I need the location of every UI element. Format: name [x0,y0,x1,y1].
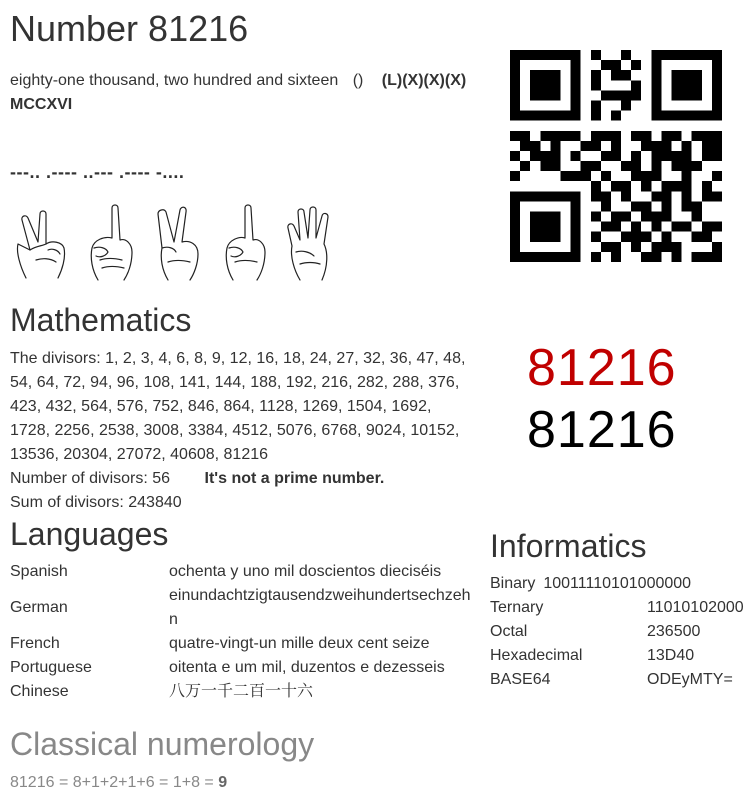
language-row [10,632,475,656]
roman-overline: (L)(X)(X)(X) [381,72,467,89]
languages-table [10,560,475,704]
language-row [10,560,475,584]
divisors-line: 1728, 2256, 2538, 3008, 3384, 4512, 5076, 6768, 9024, 10152, [10,422,460,439]
informatics-key: Hexadecimal [490,647,583,664]
qr-code-icon [510,50,722,262]
language-text: 八万一千二百一十六 [169,683,314,700]
sum-of-divisors: Sum of divisors: 243840 [10,494,182,511]
language-name: Spanish [10,563,68,580]
informatics-key: Ternary [490,599,544,616]
informatics-row [490,620,748,644]
language-name: German [10,599,68,616]
parentheses: () [352,72,364,89]
informatics-value: 11010102000 [647,599,744,616]
numerology-result: 9 [218,774,228,791]
divisor-count-row [10,467,384,491]
big-number-black: 81216 [527,401,677,459]
morse-code: ---.. .---- ..--- .---- -.... [10,162,185,182]
prime-status: It's not a prime number. [204,470,385,487]
informatics-value: 10011110101000000 [543,575,692,592]
informatics-value: 13D40 [647,647,695,664]
informatics-heading: Informatics [490,528,647,564]
informatics-key: Binary [490,575,536,592]
mathematics-heading: Mathematics [10,302,192,338]
numerology-formula-row [10,771,227,795]
informatics-table [490,572,748,692]
informatics-key: Octal [490,623,528,640]
divisors-line: 54, 64, 72, 94, 96, 108, 141, 144, 188, 192, 216, 282, 288, 376, [10,374,460,391]
big-number-red: 81216 [527,339,677,397]
divisors-list [10,347,480,467]
language-row [10,584,475,632]
number-in-words [10,71,466,91]
divisors-line: 423, 432, 564, 576, 752, 846, 864, 1128, 1269, 1504, 1692, [10,398,432,415]
informatics-value: ODEyMTY= [647,671,733,688]
page-title: Number 81216 [10,8,249,49]
divisors-line: 13536, 20304, 27072, 40608, 81216 [10,446,269,463]
roman-numeral: MCCXVI [10,96,73,113]
language-text: ochenta y uno mil doscientos dieciséis [169,563,442,580]
numerology-heading: Classical numerology [10,726,315,762]
informatics-row [490,644,748,668]
language-name: French [10,635,60,652]
language-name: Chinese [10,683,69,700]
informatics-key: BASE64 [490,671,551,688]
informatics-row [490,668,748,692]
languages-heading: Languages [10,516,169,552]
language-row [10,680,475,704]
language-name: Portuguese [10,659,92,676]
sign-language-hands-icon [8,200,338,284]
numerology-formula: 81216 = 8+1+2+1+6 = 1+8 = [10,774,219,791]
informatics-row [490,572,748,596]
divisors-line: The divisors: 1, 2, 3, 4, 6, 8, 9, 12, 16, 18, 24, 27, 32, 36, 47, 48, [10,350,466,367]
language-text: quatre-vingt-un mille deux cent seize [169,635,430,652]
language-text: einundachtzigtausendzweihundertsechzehn [169,587,471,628]
number-of-divisors: Number of divisors: 56 [10,470,171,487]
language-text: oitenta e um mil, duzentos e dezesseis [169,659,445,676]
informatics-value: 236500 [647,623,701,640]
words-text: eighty-one thousand, two hundred and sixteen [10,72,339,89]
language-row [10,656,475,680]
informatics-row [490,596,748,620]
